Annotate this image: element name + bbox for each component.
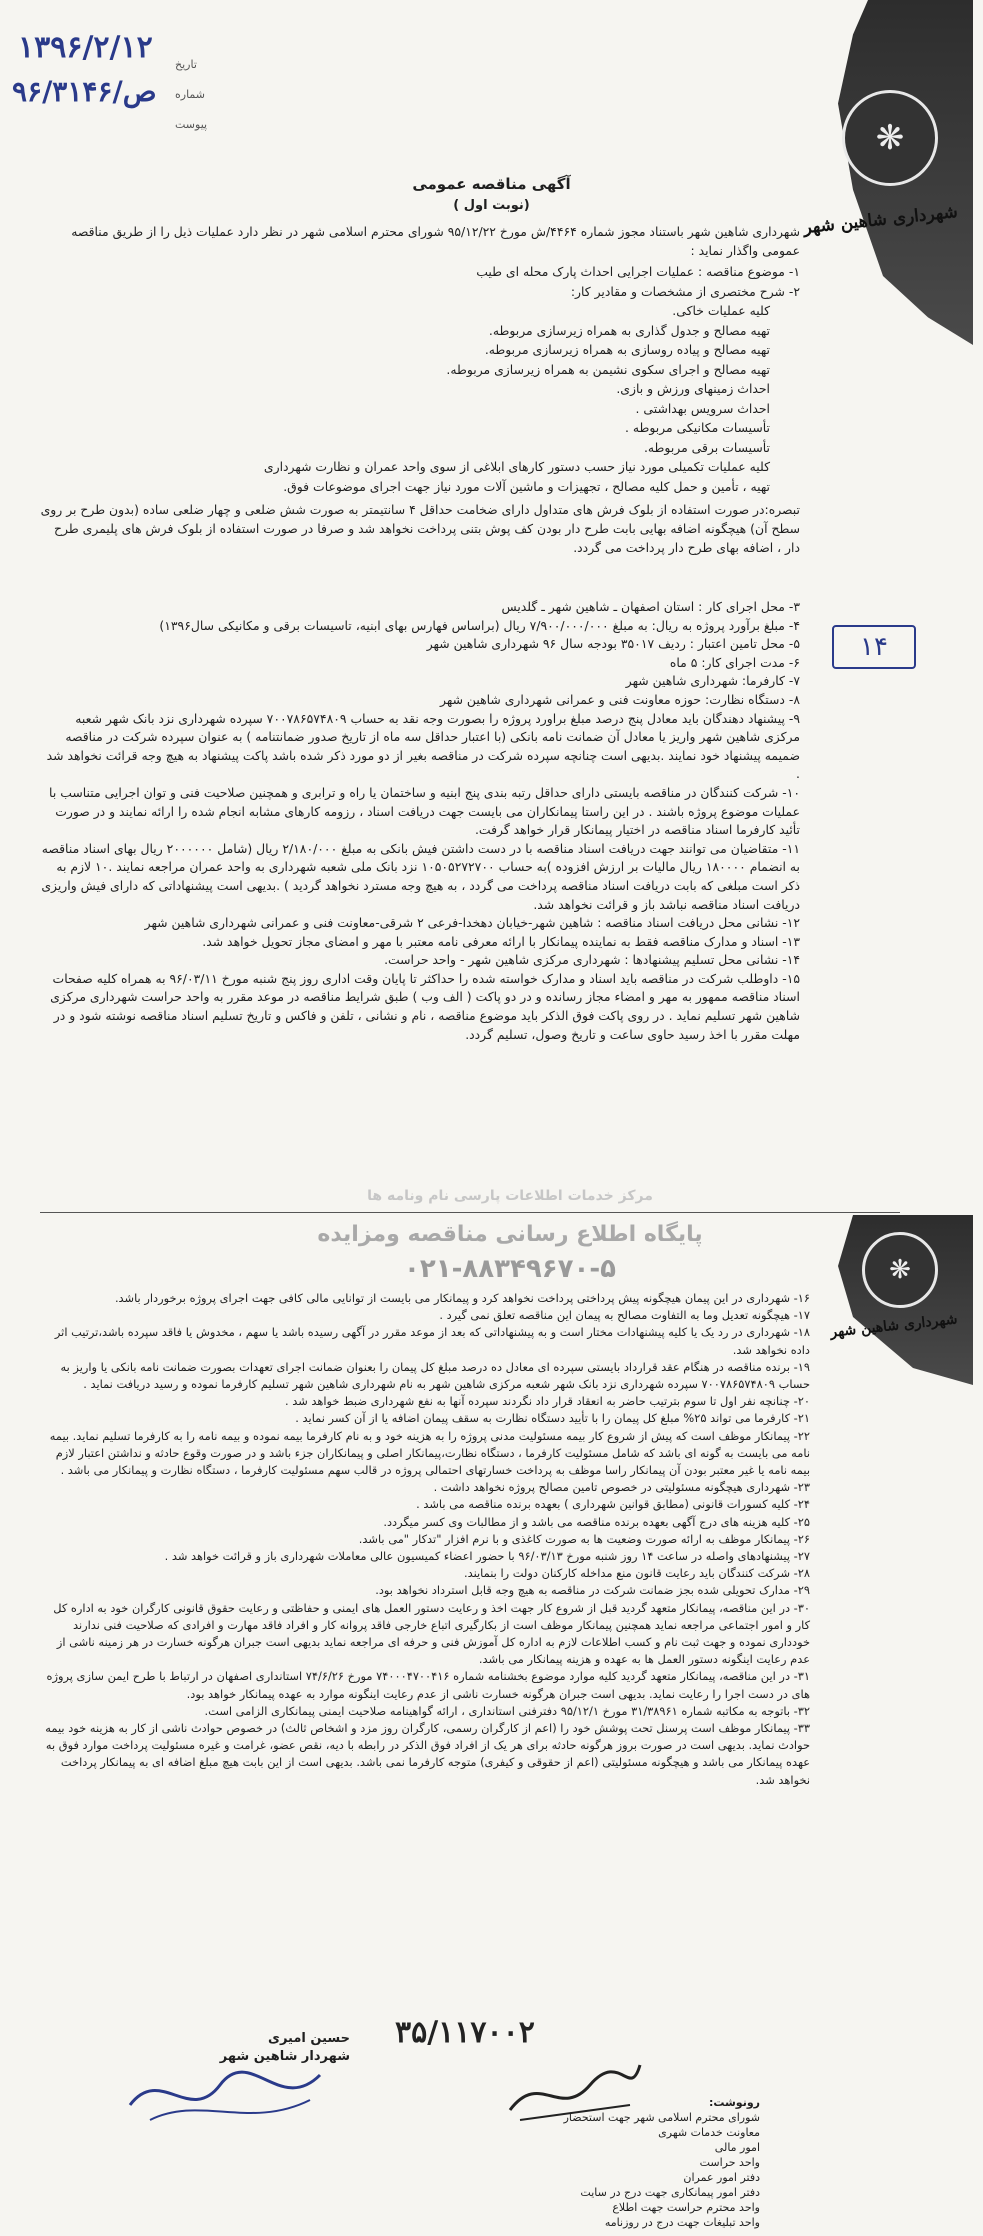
handwritten-number: ص/۹۶/۳۱۴۶: [12, 75, 157, 108]
list-item: ۸- دستگاه نظارت: حوزه معاونت فنی و عمرانی شهرداری شاهین شهر: [440, 691, 800, 707]
brand-name-page-two: شهرداری شاهین شهر: [829, 1311, 959, 1341]
list-item: ۳۱- در این مناقصه، پیمانکار متعهد گردید کلیه موارد موضوع بخشنامه شماره ۷۴۰۰۰۴۷۰۰۴۱۶ مورخ ۷۴/۶/۲۶ استانداری اصفهان در ارتباط با طرح ایمن سازی پروژه های در دست اجرا را رعایت نماید. بدیهی است جبران هرگونه خسارت ناشی از عدم رعایت اینگونه موارد به عهده پیمانکار خواهد بود.: [46, 1669, 810, 1701]
list-item: ۱۵- داوطلب شرکت در مناقصه باید اسناد و مدارک خواسته شده را حداکثر تا پایان وقت اداری روز پنج شنبه مورخ ۹۶/۰۳/۱۱ به همراه کلیه صفحات اسناد مناقصه ممهور به مهر و امضاء مجاز رسانده و در دو پاکت ( الف وب ) طبق شرایط مناقصه در موعد مقرر به واحد حراست شهرداری مرکزی شاهین شهر تسلیم نماید . در روی پاکت فوق الذکر باید موضوع مناقصه ، نام و نشانی ، تلفن و فاکس و تاریخ تسلیم اسناد مناقصه نوشته شود و در مهلت مقرر با اخذ رسید حاوی ساعت و تاریخ وصول، تسلیم گردد.: [50, 970, 800, 1042]
watermark-phone: ۰۲۱-۸۸۳۴۹۶۷۰-۵: [403, 1254, 616, 1284]
list-item: دفتر امور پیمانکاری جهت درج در سایت: [580, 2186, 760, 2199]
note-paragraph: [40, 500, 800, 557]
list-item: ۱۷- هیچگونه تعدیل وما به التفاوت مصالح به پیمان این مناقصه تعلق نمی گیرد .: [439, 1308, 810, 1323]
list-item: احداث سرویس بهداشتی .: [635, 400, 770, 416]
list-item: امور مالی: [714, 2141, 760, 2154]
list-item: ۳- محل اجرای کار : استان اصفهان ـ شاهین شهر ـ گلدیس: [501, 599, 800, 614]
list-item: ۱۸- شهرداری در رد یک یا کلیه پیشنهادات مختار است و به پیشنهاداتی که بعد از موعد مقرر در آگهی رسیده باشد یا سهم ، مخدوش یا فاقد سپرده باشد،ترتیب اثر داده نخواهد شد.: [54, 1325, 810, 1357]
list-item: ۱۴- نشانی محل تسلیم پیشنهادها : شهرداری مرکزی شاهین شهر - واحد حراست.: [384, 952, 800, 968]
list-item: ۴- مبلغ برآورد پروژه به ریال: به مبلغ ۷/۹۰۰/۰۰۰/۰۰۰ ریال (براساس فهارس بهای ابنیه، تاسیسات برقی و مکانیکی سال۱۳۹۶): [159, 617, 800, 633]
page-title: آگهی مناقصه عمومی: [412, 175, 571, 193]
list-item: ۱۳- اسناد و مدارک مناقصه فقط به نماینده پیمانکار با ارائه معرفی نامه معتبر با مهر و امضای مجاز تحویل خواهد شد.: [202, 933, 800, 949]
list-item: ۹- پیشنهاد دهندگان باید معادل پنج درصد مبلغ براورد پروژه را بصورت وجه نقد به حساب ۷۰۰۷۸۶۵۷۴۸۰۹ سپرده شهرداری نزد بانک شهر شعبه مرکزی شاهین شهر واریز یا معادل آن ضمانت نامه بانکی (با اعتبار حداقل سه ماه از تاریخ صدور ضمانتنامه ) به عنوان سپرده شرکت در مناقصه ضمیمه پیشنهاد خود نمایند .بدیهی است چنانچه سپرده شرکت در مناقصه بغیر از دو مورد ذکر شده باشد پاکت پیشنهاد به هیچ وجه قرائت نخواهد شد .: [46, 710, 800, 782]
page-divider: [40, 1212, 900, 1213]
list-item: احداث زمینهای ورزش و بازی.: [616, 381, 770, 396]
clauses-part-one: [40, 598, 800, 1044]
signer-name: حسین امیری: [268, 2031, 350, 2046]
list-item: ۲۷- پیشنهادهای واصله در ساعت ۱۴ روز شنبه مورخ ۹۶/۰۳/۱۳ با حضور اعضاء کمیسیون عالی معاملات شهرداری باز و قرائت خواهد شد .: [164, 1549, 810, 1564]
handwritten-amount: ۳۵/۱۱۷۰۰۲: [395, 2015, 535, 2050]
note-text: تبصره:در صورت استفاده از بلوک فرش های متداول دارای ضخامت حداقل ۴ سانتیمتر به صورت شش ضلعی و چهار ضلعی ساده (بدون طرح بر روی سطح آن) هیچگونه اضافه بهایی بابت طرح دار بودن کف پوش بتنی پرداخت نخواهد شد و صرفا در صورت استفاده از بلوک فرش های پلیمری طرح دار ، اضافه بهای طرح دار پرداخت می گردد.: [40, 502, 800, 555]
clauses-part-two: [40, 1290, 810, 1789]
list-item: ۱۱- متقاضیان می توانند جهت دریافت اسناد مناقصه با در دست داشتن فیش بانکی به مبلغ ۲/۱۸۰/۰۰۰ ریال (شامل ۲۰۰۰۰۰۰ ریال بهای اسناد مناقصه به انضمام ۱۸۰۰۰۰ ریال مالیات بر ارزش افزوده )به حساب ۱۰۵۰۵۲۷۲۷۰۰ نزد بانک ملی شعبه شهرداری به واحد عمران مراجعه نمایند .۱۰ لازم به ذکر است مبلغی که بابت دریافت اسناد مناقصه پرداخت می گردد ، به هیچ وجه مسترد نخواهد گردید ) .بدیهی است پیشنهاداتی که دارای فیش واریزی دریافت اسناد مناقصه نباشد باز و قرائت نخواهد شد.: [41, 840, 800, 912]
list-item: ۱۶- شهرداری در این پیمان هیچگونه پیش پرداختی پرداخت نخواهد کرد و پیمانکار می بایست از توانایی مالی کافی جهت اجرای پروژه برخوردار باشد.: [114, 1291, 810, 1305]
list-item: ۲- شرح مختصری از مشخصات و مقادیر کار:: [570, 283, 800, 299]
page-subtitle: ( نوبت اول): [453, 198, 530, 213]
list-item: ۲۴- کلیه کسورات قانونی (مطابق قوانین شهرداری ) بعهده برنده مناقصه می باشد .: [416, 1497, 810, 1512]
list-item: ۱۰- شرکت کنندگان در مناقصه بایستی دارای حداقل رتبه بندی پنج ابنیه و ساختمان یا راه و ترابری و همچنین صلاحیت فنی و توان اجرایی متناسب با عملیات موضوع پروژه باشند . در این راستا پیمانکاران می بایست جهت دریافت اسناد ، رزومه کارهای مشابه انجام شده را ارائه نمایند و در صورت تأئید کارفرما اسناد مناقصه در اختیار پیمانکار قرار خواهد گرفت.: [49, 784, 800, 838]
label-date: تاریخ: [175, 58, 197, 71]
list-item: ۳۲- باتوجه به مکاتبه شماره ۳۱/۳۸۹۶۱ مورخ ۹۵/۱۲/۱ دفترفنی استانداری ، ارائه گواهینامه صلاحیت ایمنی پیمانکاری الزامی است.: [204, 1703, 810, 1718]
list-item: ۵- محل تامین اعتبار : ردیف ۳۵۰۱۷ بودجه سال ۹۶ شهرداری شاهین شهر: [426, 636, 800, 652]
list-item: تأسیسات مکانیکی مربوطه .: [624, 420, 770, 435]
margin-number: ۱۴: [832, 625, 916, 669]
list-item: تهیه مصالح و پیاده روسازی به همراه زیرسازی مربوطه.: [484, 342, 770, 357]
list-item: واحد محترم حراست جهت اطلاع: [612, 2201, 760, 2214]
list-item: ۶- مدت اجرای کار: ۵ ماه: [669, 654, 800, 670]
watermark-line2: پایگاه اطلاع رسانی مناقصه ومزایده: [317, 1222, 703, 1247]
signature-scribble: [120, 2055, 340, 2135]
list-item: ۲۲- پیمانکار موظف است که پیش از شروع کار بیمه مسئولیت مدنی پروژه را به هزینه خود و به نام کارفرما بیمه نموده و بیمه نامه را به کارفرما تسلیم نماید. بیمه نامه می بایست به گونه ای باشد که شامل مسئولیت کارفرما ، دستگاه نظارت،پیمانکار اصلی و پیمانکاران جزء باشد و در صورت وقوع حادثه و نداشتن اعتبار لازم بیمه نامه یا غیر معتبر بودن آن پیمانکار راسا موظف به پرداخت خسارتهای احتمالی پروژه در قالب سهم مسئولیت کارفرما ، دستگاه نظارت و پیمانکار می باشد .: [49, 1428, 810, 1478]
label-number: شماره: [175, 88, 206, 101]
list-item: تأسیسات برقی مربوطه.: [643, 439, 770, 455]
list-item: ۲۵- کلیه هزینه های درج آگهی بعهده برنده مناقصه می باشد و از مطالبات وی کسر میگردد.: [383, 1514, 810, 1529]
list-item: معاونت خدمات شهری: [658, 2126, 760, 2139]
list-item: ۱- موضوع مناقصه : عملیات اجرایی احداث پارک محله ای طیب: [476, 264, 800, 279]
list-item: ۲۳- شهرداری هیچگونه مسئولیتی در خصوص تامین مصالح پروژه نخواهد داشت .: [433, 1480, 810, 1495]
emblem-icon: ❋: [842, 90, 938, 186]
list-item: تهیه مصالح و اجرای سکوی نشیمن به همراه زیرسازی مربوطه.: [446, 361, 770, 377]
brand-name: شهرداری شاهین شهر: [802, 201, 959, 239]
intro-paragraph: [40, 222, 800, 260]
list-item: واحد حراست: [699, 2156, 760, 2169]
list-item: ۲۱- کارفرما می تواند ۲۵% مبلغ کل پیمان را با تأیید دستگاه نظارت به سقف پیمان اضافه یا از آن کسر نماید .: [295, 1411, 810, 1426]
list-item: ۲۶- پیمانکار موظف به ارائه صورت وضعیت ها به صورت کاغذی و با نرم افزار "تدکار "می باشد.: [358, 1531, 810, 1546]
watermark-line1: مرکز خدمات اطلاعات پارسی نام ونامه ها: [367, 1188, 653, 1204]
cc-heading: رونوشت:: [708, 2096, 760, 2109]
list-item: تهیه ، تأمین و حمل کلیه مصالح ، تجهیزات و ماشین آلات مورد نیاز جهت اجرای موضوعات فوق.: [283, 478, 770, 494]
list-item: واحد تبلیغات جهت درج در روزنامه: [604, 2216, 760, 2229]
list-item: ۲۹- مدارک تحویلی شده بجز ضمانت شرکت در مناقصه به هیچ وجه قابل استرداد نخواهد بود.: [375, 1583, 810, 1598]
handwritten-date: ۱۳۹۶/۲/۱۲: [18, 30, 153, 65]
list-item: ۳۳- پیمانکار موظف است پرسنل تحت پوشش خود را (اعم از کارگران رسمی، کارگران روز مزد و اشخاص ثالث) در خصوص حوادث ناشی از کار به هزینه خود بیمه حوادث نماید. بدیهی است در صورت بروز هرگونه حادثه برای هر یک از افراد فوق الذکر در رابطه با دیه، نقص عضو، غرامت و غیره مسئولیت پرداخت موارد فوق به عهده پیمانکار می باشد و هیچگونه مسئولیتی (اعم از حقوقی و کیفری) متوجه کارفرما نمی باشد. بدیهی است از این بابت هیچ مبلغ اضافه ای به پیمانکار پرداخت نخواهد شد.: [45, 1721, 810, 1787]
items-list: [40, 262, 800, 496]
list-item: ۱۲- نشانی محل دریافت اسناد مناقصه : شاهین شهر-خیابان دهخدا-فرعی ۲ شرقی-معاونت فنی و عمرانی شهرداری شاهین شهر: [144, 915, 800, 931]
list-item: ۷- کارفرما: شهرداری شاهین شهر: [625, 673, 800, 689]
signer-position: شهردار شاهین شهر: [219, 2049, 350, 2064]
list-item: دفتر امور عمران: [683, 2171, 760, 2184]
emblem-icon-page-two: ❋: [862, 1232, 938, 1308]
label-attachment: پیوست: [175, 118, 208, 131]
list-item: ۲۰- چنانچه نفر اول تا سوم بترتیب حاضر به انعقاد قرار داد نگردند سپرده آنها به نفع شهرداری ضبط خواهد شد .: [284, 1394, 810, 1409]
cc-list: [540, 2095, 760, 2230]
list-item: تهیه مصالح و جدول گذاری به همراه زیرسازی مربوطه.: [488, 322, 770, 338]
list-item: کلیه عملیات تکمیلی مورد نیاز حسب دستور کارهای ابلاغی از سوی واحد عمران و نظارت شهرداری: [263, 459, 770, 474]
list-item: ۱۹- برنده مناقصه در هنگام عقد قرارداد بایستی سپرده ای معادل ده درصد مبلغ کل پیمان را بعنوان ضمانت اجرای تعهدات بصورت ضمانت نامه بانکی یا واریز به حساب ۷۰۰۷۸۶۵۷۴۸۰۹ سپرده شهرداری نزد بانک شهر شعبه مرکزی شاهین شهر به نام شهرداری شاهین شهر تسلیم کارفرما نموده و رسید دریافت نماید .: [60, 1359, 810, 1392]
list-item: کلیه عملیات خاکی.: [672, 303, 770, 318]
list-item: ۳۰- در این مناقصه، پیمانکار متعهد گردید قبل از شروع کار جهت اخذ و رعایت دستور العمل های ایمنی و حفاظتی و رعایت حقوق قانونی کارگران خود به اداره کل کار و امور اجتماعی مراجعه نماید همچنین پیمانکار موظف است از بکارگیری اتباع خارجی فاقد پروانه کار و افراد فاقد مهارت و افرادی که صلاحیت فنی ندارند خودداری نموده و جهت ثبت نام و کسب اطلاعات لازم به اداره کل آموزش فنی و حرفه ای مراجعه نماید بدیهی است جبران هرگونه خسارت در هر زمینه ناشی از عدم رعایت اینگونه دستور العمل ها به عهده و هزینه پیمانکار می باشد.: [53, 1600, 810, 1667]
intro-text: شهرداری شاهین شهر باستناد مجوز شماره ۴۴۶۴/ش مورخ ۹۵/۱۲/۲۲ شورای محترم اسلامی شهر در نظر دارد عملیات ذیل را از طریق مناقصه عمومی واگذار نماید :: [71, 224, 800, 258]
list-item: ۲۸- شرکت کنندگان باید رعایت قانون منع مداخله کارکنان دولت را بنمایند.: [463, 1566, 810, 1581]
list-item: شورای محترم اسلامی شهر جهت استحضار: [563, 2111, 760, 2124]
